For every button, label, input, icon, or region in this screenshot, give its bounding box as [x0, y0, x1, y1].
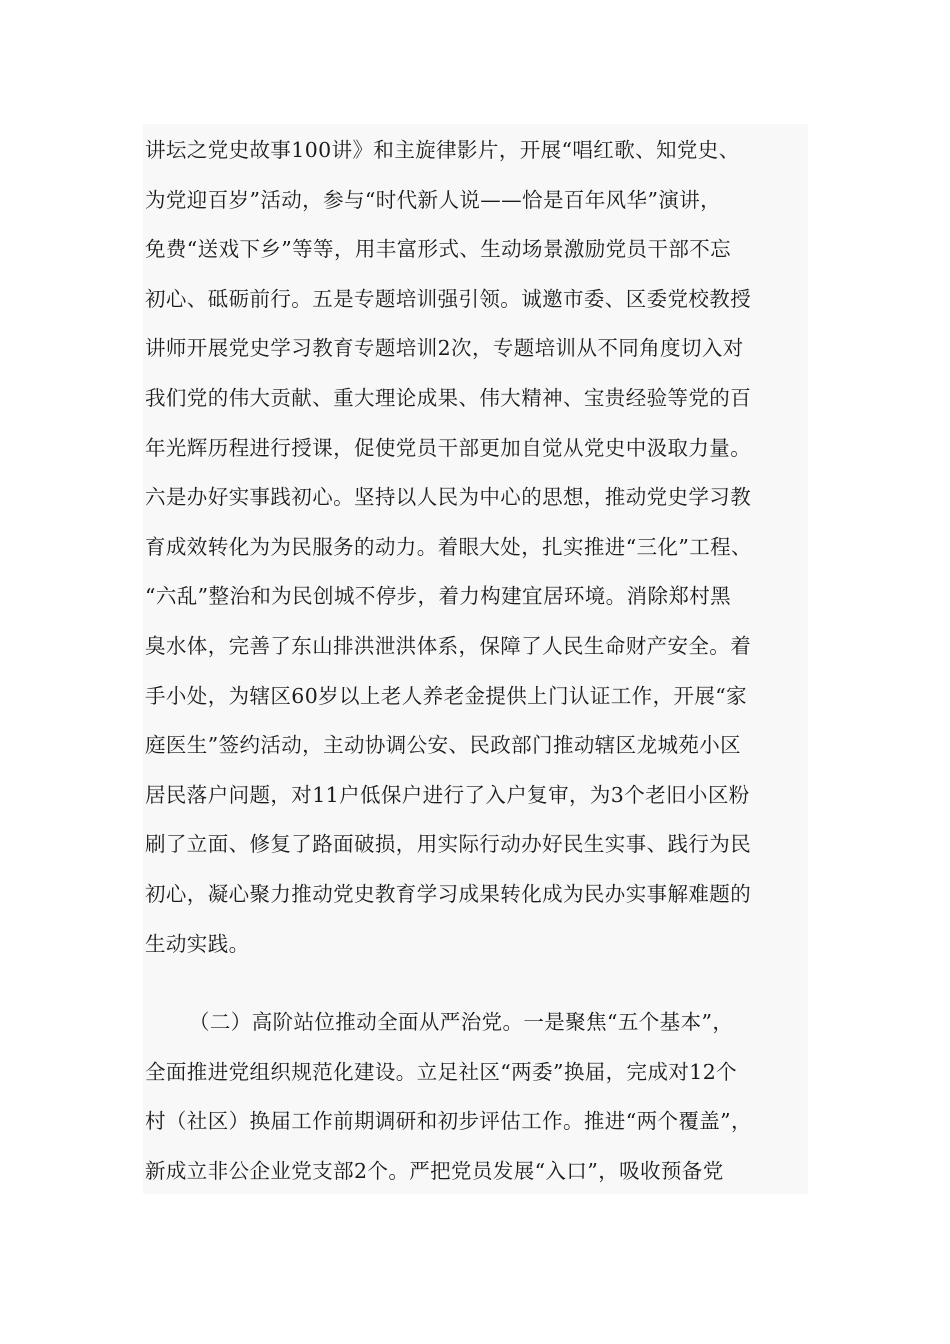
text-line: 生动实践。: [145, 931, 250, 956]
text-line: 讲坛之党史故事100讲》和主旋律影片，开展“唱红歌、知党史、: [145, 138, 740, 162]
text-line: 年光辉历程进行授课，促使党员干部更加自觉从党史中汲取力量。: [145, 435, 752, 460]
text-line: 庭医生”签约活动，主动协调公安、民政部门推动辖区龙城苑小区: [145, 733, 742, 758]
text-line: 初心、砥砺前行。五是专题培训强引领。诚邀市委、区委党校教授: [145, 286, 752, 311]
text-line: 居民落户问题，对11户低保户进行了入户复审，为3个老旧小区粉: [145, 782, 750, 807]
text-line: 我们党的伟大贡献、重大理论成果、伟大精神、宝贵经验等党的百: [145, 386, 752, 410]
text-line: 新成立非公企业党支部2个。严把党员发展“入口”，吸收预备党: [145, 1158, 724, 1183]
text-line: 讲师开展党史学习教育专题培训2次，专题培训从不同角度切入对: [145, 336, 744, 361]
text-line: 育成效转化为为民服务的动力。着眼大处，扎实推进“三化”工程、: [145, 534, 752, 559]
text-line: 初心，凝心聚力推动党史教育学习成果转化成为民办实事解难题的: [145, 882, 752, 906]
text-line: 为党迎百岁”活动，参与“时代新人说——恰是百年风华”演讲，: [145, 187, 722, 212]
text-line: （二）高阶站位推动全面从严治党。一是聚焦“五个基本”，: [189, 1010, 734, 1034]
text-line: 臭水体，完善了东山排洪泄洪体系，保障了人民生命财产安全。着: [145, 634, 752, 658]
text-line: 免费“送戏下乡”等等，用丰富形式、生动场景激励党员干部不忘: [145, 237, 732, 262]
text-line: 刷了立面、修复了路面破损，用实际行动办好民生实事、践行为民: [145, 832, 752, 857]
text-line: 六是办好实事践初心。坚持以人民为中心的思想，推动党史学习教: [145, 485, 752, 510]
text-line: “六乱”整治和为民创城不停步，着力构建宜居环境。消除郑村黑: [145, 584, 732, 609]
text-line: 村（社区）换届工作前期调研和初步评估工作。推进“两个覆盖”，: [145, 1109, 752, 1134]
text-line: 全面推进党组织规范化建设。立足社区“两委”换届，完成对12个: [145, 1059, 738, 1084]
text-line: 手小处，为辖区60岁以上老人养老金提供上门认证工作，开展“家: [145, 683, 748, 708]
